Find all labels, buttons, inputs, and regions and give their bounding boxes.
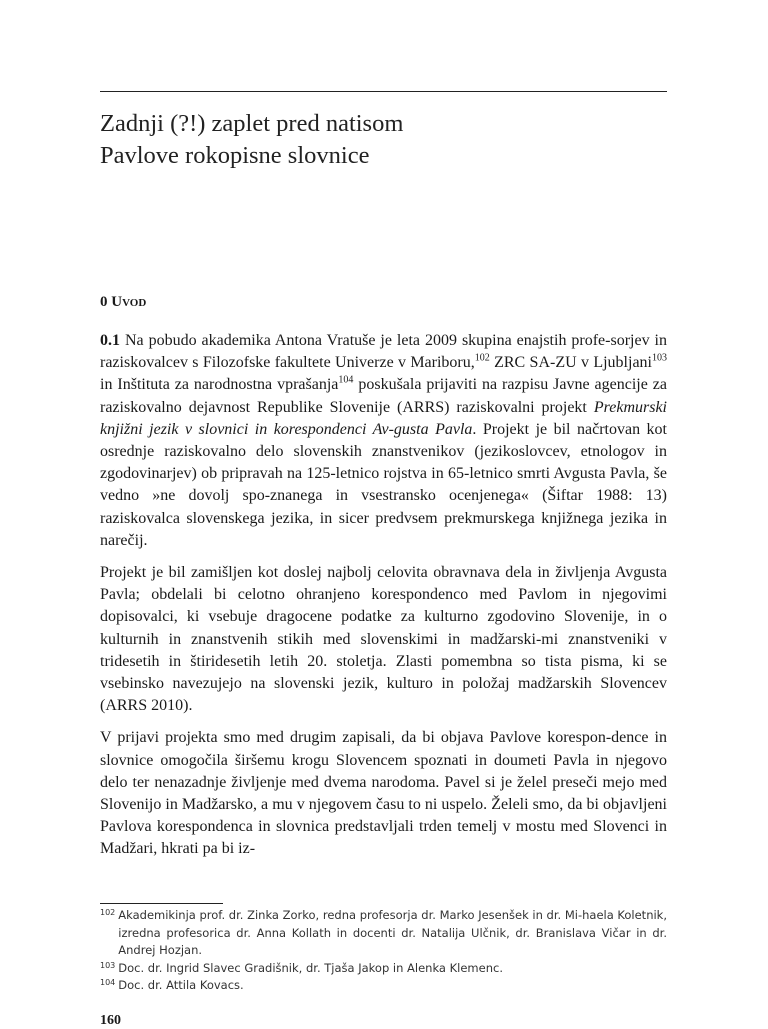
paragraph-number: 0.1 — [100, 332, 120, 349]
footnote-text: Doc. dr. Ingrid Slavec Gradišnik, dr. Tjaša Jakop in Alenka Klemenc. — [118, 960, 503, 975]
footnote-number: 102 — [100, 908, 116, 917]
footnote-number: 103 — [100, 960, 116, 970]
paragraph-text: poskušala prijaviti na razpisu Javne agencije za raziskovalno dejavnost Republike Slovenije (ARRS) raziskovalni projekt — [100, 376, 668, 416]
footnote-103 — [100, 960, 667, 978]
section-number: 0 — [100, 294, 108, 310]
footnote-104 — [100, 977, 667, 995]
section-title: Uvod — [111, 294, 147, 310]
paragraph-text: ZRC SA-ZU v Ljubljani — [489, 354, 652, 372]
footnotes — [100, 907, 667, 995]
section-heading — [100, 294, 146, 311]
footnote-separator — [100, 903, 223, 904]
body-text — [100, 330, 667, 871]
paragraph-2: Projekt je bil zamišljen kot doslej najbolj celovita obravnava dela in življenja Avgusta Pavla; obdelali bi celotno ohranjeno korespondenco med Pavlom in njegovimi dopisovalci, ki vsebuje dragocene podatke za kulturno zgodovino Slovenije, in o kulturnih in znanstvenih stikih med slovenskimi in madžarski-mi znanstveniki v tridesetih in štiridesetih letih 20. stoletja. Zlasti pomembna so tista pisma, ki se vsebinsko navezujejo na slovenski jezik, kulturo in položaj madžarskih Slovencev (ARRS 2010). — [100, 564, 667, 715]
footnote-text: Akademikinja prof. dr. Zinka Zorko, redna profesorja dr. Marko Jesenšek in dr. Mi-haela Koletnik, izredna profesorica dr. Anna Kollath in docenti dr. Natalija Ulčnik, dr. Branislava Vičar in dr. Andrej Hozjan. — [118, 908, 667, 957]
footnote-text: Doc. dr. Attila Kovacs. — [118, 978, 244, 992]
paragraph-text: Na pobudo akademika Antona Vratuše je leta 2009 skupina enajstih profe-sorjev in raziskovalcev s Filozofske fakultete Univerze v Mariboru, — [100, 332, 667, 372]
chapter-title — [100, 108, 403, 172]
chapter-title-line-1: Zadnji (?!) zaplet pred natisom — [100, 110, 404, 137]
footnote-number: 104 — [100, 978, 116, 987]
page-number: 160 — [100, 1013, 121, 1028]
chapter-title-line-2: Pavlove rokopisne slovnice — [100, 142, 370, 169]
paragraph-3: V prijavi projekta smo med drugim zapisali, da bi objava Pavlove korespon-dence in slovnice omogočila širšemu krogu Slovencem spoznati in doumeti Pavla in njegovo delo ter nenazadnje življenje med dvema narodoma. Pavel si je želel preseči mejo med Slovenijo in Madžarsko, a mu v njegovem času to ni uspelo. Želeli smo, da bi objavljeni Pavlova korespondenca in slovnica predstavljali trden temelj v mostu med Slovenci in Madžari, hkrati pa bi iz- — [100, 729, 667, 858]
footnote-ref-103[interactable]: 103 — [652, 352, 667, 364]
header-rule — [100, 91, 667, 92]
paragraph-text: in Inštituta za narodnostna vprašanja — [100, 376, 339, 394]
paragraph-text: . Projekt je bil načrtovan kot osrednje raziskovalno delo slovenskih znanstvenikov (jezikoslovcev, etnologov in zgodovinarjev) ob pripravah na 125-letnico rojstva in 65-letnico smrti Avgusta Pavla, še vedno »ne dovolj spo-znanega in vsestransko ocenjenega« (Šiftar 1988: 13) raziskovalca slovenskega jezika, in sicer predvsem prekmurskega knjižnega jezika in narečij. — [100, 420, 667, 549]
project-title: Prekmurski knjižni jezik v slovnici in korespondenci Av-gusta Pavla — [100, 398, 667, 438]
footnote-ref-102[interactable]: 102 — [474, 352, 490, 364]
paragraph-0-1 — [100, 330, 667, 552]
footnote-ref-104[interactable]: 104 — [338, 375, 354, 387]
footnote-102 — [100, 907, 667, 960]
